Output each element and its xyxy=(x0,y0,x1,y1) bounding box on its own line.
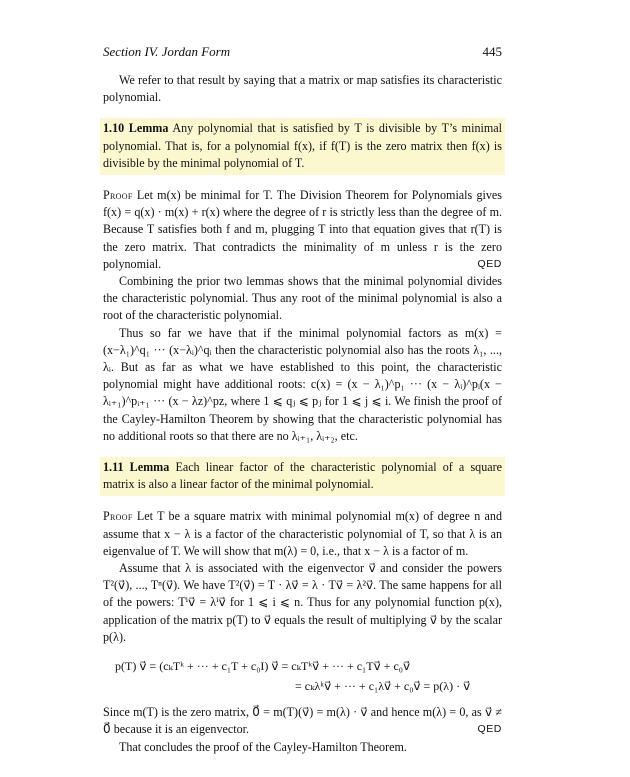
display-equation xyxy=(115,656,502,696)
paragraph-assume: Assume that λ is associated with the eigenvector v⃗ and consider the powers T²(v⃗), ..., Tⁿ(v⃗). We have T²(v⃗) = T · λv⃗ = λ · Tv⃗ = λ²v⃗. The same happens for all of the powers: Tⁱv⃗ = λⁱv⃗ for 1 ⩽ i ⩽ n. Thus for any polynomial function p(x), application of the matrix p(T) to v⃗ equals the result of multiplying v⃗ by the scalar p(λ). xyxy=(103,561,502,644)
lemma-1-10-text: Any polynomial that is satisfied by T is divisible by T’s minimal polynomial. That is, for a polynomial f(x), if f(T) is the zero matrix then f(x) is divisible by the minimal polynomial of T. xyxy=(103,121,502,170)
lemma-1-11 xyxy=(100,457,505,496)
paragraph-thus: Thus so far we have that if the minimal polynomial factors as m(x) = (x−λ₁)^q₁ ··· (x−λᵢ)^qᵢ then the characteristic polynomial also has the roots λ₁, ..., λᵢ. But as far as what we have established to this point, the characteristic polynomial might have additional roots: c(x) = (x − λ₁)^p₁ ··· (x − λᵢ)^pᵢ(x − λᵢ₊₁)^pᵢ₊₁ ··· (x − λz)^pz, where 1 ⩽ qⱼ ⩽ pⱼ for 1 ⩽ j ⩽ i. We finish the proof of the Cayley-Hamilton Theorem by showing that the characteristic polynomial has no additional roots so that there are no λᵢ₊₁, λᵢ₊₂, etc. xyxy=(103,325,502,443)
lemma-1-11-text: Each linear factor of the characteristic polynomial of a square matrix is also a linear factor of the minimal polynomial. xyxy=(103,460,503,492)
paragraph-combining: Combining the prior two lemmas shows that the minimal polynomial divides the characteristic polynomial. Thus any root of the minimal polynomial is also a root of the characteristic polynomial. xyxy=(103,274,502,323)
lemma-1-11-heading: 1.11 Lemma xyxy=(103,460,170,475)
proof-2-label: Proof xyxy=(103,509,133,524)
proof-1-label: Proof xyxy=(103,188,133,203)
body-text xyxy=(103,72,502,756)
proof-1 xyxy=(103,187,502,273)
equation-line-2: = cₖλᵏv⃗ + ··· + c₁λv⃗ + c₀v⃗ = p(λ) · v⃗ xyxy=(295,679,471,694)
paragraph-since-text: Since m(T) is the zero matrix, 0⃗ = m(T)(v⃗) = m(λ) · v⃗ and hence m(λ) = 0, as v⃗ ≠ 0⃗ because it is an eigenvector. xyxy=(103,705,502,737)
proof-2 xyxy=(103,508,502,560)
page-header xyxy=(103,44,502,60)
proof-1-text: Let m(x) be minimal for T. The Division Theorem for Polynomials gives f(x) = q(x) · m(x) + r(x) where the degree of r is strictly less than the degree of m. Because T satisfies both f and m, plugging T into that equation gives that r(T) is the zero matrix. That contradicts the minimality of m unless r is the zero polynomial. xyxy=(103,188,503,271)
qed-mark-2: QED xyxy=(477,723,502,736)
qed-mark: QED xyxy=(477,257,502,270)
paragraph-since xyxy=(103,704,502,738)
intro-paragraph: We refer to that result by saying that a matrix or map satisfies its characteristic polynomial. xyxy=(103,73,502,105)
running-head: Section IV. Jordan Form xyxy=(103,44,231,59)
equation-line-1: p(T) v⃗ = (cₖTᵏ + ··· + c₁T + c₀I) v⃗ = cₖTᵏv⃗ + ··· + c₁Tv⃗ + c₀v⃗ xyxy=(115,659,411,674)
lemma-1-10 xyxy=(100,118,505,175)
lemma-1-10-heading: 1.10 Lemma xyxy=(103,121,169,136)
page-number: 445 xyxy=(482,44,502,59)
proof-2-text: Let T be a square matrix with minimal polynomial m(x) of degree n and assume that x − λ is a factor of the characteristic polynomial of T, so that λ is an eigenvalue of T. We will show that m(λ) = 0, i.e., that x − λ is a factor of m. xyxy=(103,509,503,558)
conclusion-paragraph: That concludes the proof of the Cayley-Hamilton Theorem. xyxy=(119,739,407,754)
